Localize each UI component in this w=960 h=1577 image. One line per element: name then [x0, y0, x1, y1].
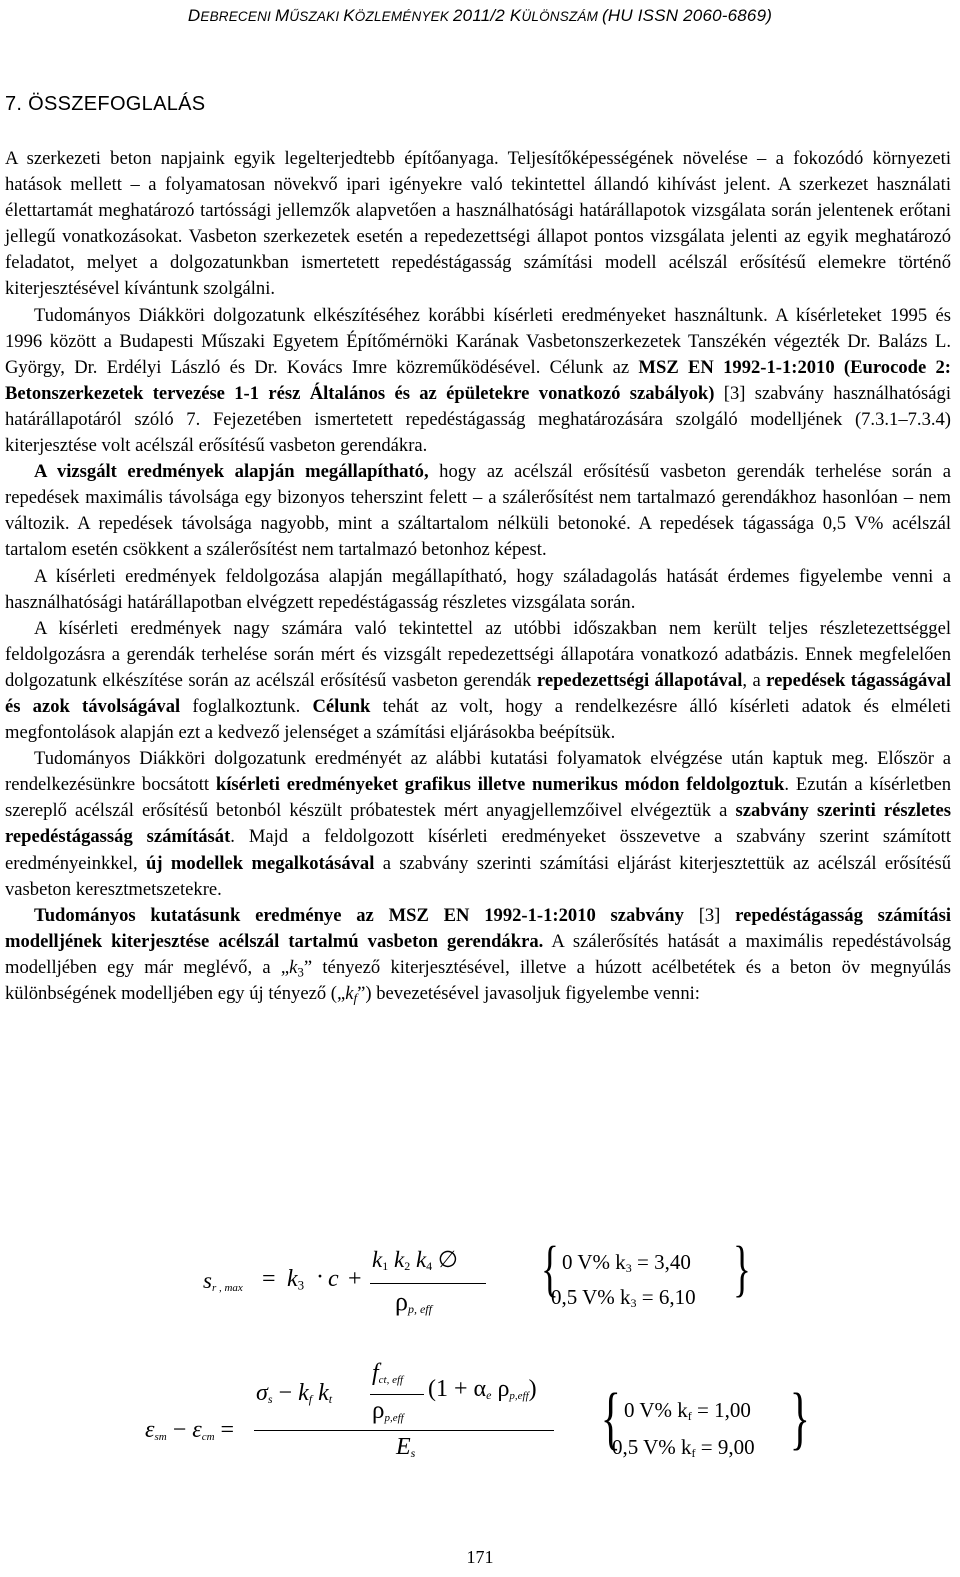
bold-text: kísérleti eredményeket grafikus illetve numerikus módon feldolgoztuk	[215, 774, 785, 796]
paragraph-text: Tudományos Diákköri dolgozatunk eredményét az alábbi kutatási folyamatok elvégzése után kaptuk meg. Először a rendelkezésünkre bocsátott	[5, 748, 951, 796]
math-symbol: ε	[145, 1417, 155, 1443]
math-operator: =	[262, 1266, 276, 1292]
math-symbol: k	[372, 1247, 383, 1272]
bold-text: repedéstágasság számítási modelljének kiterjesztése acélszál tartalmú vasbeton gerendákra.	[5, 904, 951, 952]
inner-fraction-bar	[370, 1394, 424, 1395]
math-symbol: k	[318, 1380, 329, 1406]
math-symbol: ρ	[395, 1287, 408, 1316]
paragraph	[5, 564, 951, 616]
eq1-numerator	[372, 1247, 458, 1273]
case-value: = 9,00	[695, 1435, 755, 1459]
math-symbol: f	[372, 1360, 379, 1386]
math-symbol: k	[345, 983, 354, 1004]
math-subscript: s	[410, 1446, 416, 1460]
math-subscript: f	[687, 1409, 692, 1423]
paragraph-text: A szerkezeti beton napjaink egyik legelterjedtebb építőanyaga. Teljesítőképességének növelése – a fokozódó környezeti hatások mellett – a folyamatosan növekvő ipari igényekre való tekintettel állandó kihívást jelent. A szerkezet használati élettartamát meghatározó tartóssági jellemzők alapvetően a használhatósági határállapotok vizsgálata során jelentenek erőtani jellegű vonatkozásokat. Vasbeton szerkezetek esetén a repedezettségi állapot pontos vizsgálata jelenti az egyik meghatározó feladatot, melyet a dolgozatunkban ismertetett repedéstágasság számítási modell acélszál erősítésű elemekre történő kiterjesztésével kívántunk szolgálni.	[5, 148, 951, 300]
paragraph-text: [3] szabvány használhatósági határállapotáról szóló 7. Fejezetében ismertetett repedéstágasság meghatározására szolgáló modelljének (7.3.1–7.3.4) kiterjesztése volt acélszál erősítésű vasbeton gerendákra.	[5, 382, 951, 457]
math-expression: )	[528, 1376, 537, 1402]
case-value: = 1,00	[691, 1398, 751, 1422]
math-subscript: f	[308, 1392, 313, 1406]
math-subscript: 4	[426, 1259, 433, 1273]
math-expression: (1 + α	[428, 1376, 487, 1402]
paragraph-text: , a	[742, 669, 767, 691]
math-operator: =	[220, 1417, 235, 1443]
paragraph-text: ”) bevezetésével javasoljuk figyelembe venni:	[357, 983, 700, 1004]
math-symbol: ρ	[491, 1376, 510, 1402]
eq2-paren-term	[428, 1376, 537, 1403]
header-text: K	[343, 6, 355, 25]
eq2-inner-numerator	[372, 1360, 403, 1387]
paragraph-text: A kísérleti eredmények nagy számára való tekintettel az utóbbi időszakban nem került teljes részletezettséggel feldolgozásra a gerendák terhelése során mért és vizsgált repedezettségi állapotára vonatkozó adatbázis. Ennek megfelelően dolgozatunk elkészítése során az acélszál erősítésű vasbeton gerendák	[5, 617, 951, 691]
paragraph-text: hogy az acélszál erősítésű vasbeton gerendák terhelése során a repedések maximális távolsága egy bizonyos teherszint felett – a szálerősítést nem tartalmazó gerendákhoz hasonlóan – nem változik. A repedések távolsága nagyobb, mint a száltartalom nélküli betonoké. A repedések tágassága 0,5 V% acélszál tartalom esetén csökkent a szálerősítést nem tartalmazó betonhoz képest.	[5, 461, 951, 561]
fraction-bar	[370, 1283, 486, 1284]
math-subscript: t	[328, 1392, 333, 1406]
paragraph-text: tehát az volt, hogy a rendelkezésre álló kísérleti adatok és elméleti megfontolások alapján ezt a kedvező jelenséget a számítási eljárásokba beépítsük.	[5, 695, 952, 744]
math-subscript: 2	[404, 1259, 411, 1273]
math-subscript: p, eff	[407, 1302, 432, 1316]
bold-text: repedések tágasságával és azok távolságával	[5, 669, 952, 717]
bold-text: új modellek megalkotásával	[146, 852, 375, 874]
left-brace: {	[540, 1235, 559, 1303]
math-symbol: k	[393, 1247, 405, 1272]
body-text	[5, 146, 951, 1007]
header-text: M	[274, 6, 290, 25]
paragraph-text: . Majd a feldolgozott kísérleti eredményeket összevetve a szabvány szerint számított eredményeinkkel,	[5, 826, 951, 874]
math-symbol: k	[289, 956, 298, 978]
math-symbol: ρ	[372, 1397, 385, 1424]
math-subscript: e	[486, 1388, 492, 1402]
paragraph-text: . Ezután a kísérletben szereplő acélszál erősítésű betonból készült próbatestek mért anyagjellemzőivel elvégeztük a	[5, 774, 951, 822]
math-operator: ·	[316, 1264, 324, 1290]
math-symbol: s	[203, 1268, 212, 1293]
paragraph-text: [3]	[683, 904, 736, 926]
math-subscript: 3	[297, 1277, 305, 1293]
paragraph	[5, 903, 951, 1007]
math-subscript: s	[267, 1392, 273, 1406]
eq1-k3	[287, 1266, 304, 1293]
header-text: EBRECENI	[200, 9, 275, 24]
math-operator: −	[278, 1380, 293, 1406]
bold-text: MSZ EN 1992-1-1:2010 (Eurocode 2: Betonszerkezetek tervezése 1-1 rész Általános és az épületekre vonatkozó szabályok)	[5, 356, 952, 404]
case-text: 0 V% k	[562, 1250, 626, 1274]
eq1-case2	[551, 1285, 696, 1310]
eq2-lhs	[145, 1417, 234, 1444]
left-brace: {	[600, 1380, 621, 1457]
page-number: 171	[466, 1547, 494, 1567]
eq2-inner-denominator	[372, 1397, 404, 1425]
case-text: 0,5 V% k	[551, 1285, 631, 1309]
paragraph-text: Tudományos Diákköri dolgozatunk elkészítéséhez korábbi kísérleti eredményeket használtunk. A kísérleteket 1995 és 1996 között a Budapesti Műszaki Egyetem Építőmérnöki Karának Vasbetonszerkezetek Tanszékén végezték Dr. Balázs L. György, Dr. Erdélyi László és Dr. Kovács Imre közreműködésével. Célunk az	[5, 304, 951, 378]
math-subscript: 3	[297, 964, 304, 980]
bold-text: Célunk	[312, 695, 371, 717]
eq1-denominator	[395, 1287, 432, 1317]
bold-text: Tudományos kutatásunk eredménye az MSZ EN 1992-1-1:2010 szabvány	[34, 904, 684, 926]
header-text: 2011/2	[453, 6, 510, 25]
paragraph-text: ” tényező kiterjesztésével, illetve a húzott acélbetétek és a beton öv megnyúlás különbségének modelljében egy új tényező („	[5, 956, 951, 1004]
math-subscript: p,eff	[509, 1389, 529, 1402]
case-text: 0,5 V% k	[612, 1435, 692, 1459]
eq2-case2	[612, 1435, 755, 1460]
header-text: ÜLÖNSZÁM	[521, 9, 602, 24]
math-operator: −	[172, 1417, 187, 1443]
math-symbol: E	[396, 1434, 411, 1460]
math-symbol: ε	[192, 1417, 202, 1443]
math-subscript: 1	[382, 1259, 389, 1273]
right-brace: }	[789, 1380, 810, 1457]
math-operator: +	[348, 1266, 362, 1292]
paragraph-text: A szálerősítés hatását a maximális repedéstávolság modelljében egy már meglévő, a „	[5, 930, 951, 978]
math-subscript: cm	[201, 1430, 215, 1443]
paragraph-text: A kísérleti eredmények feldolgozása alapján megállapítható, hogy száladagolás hatását érdemes figyelembe venni a használhatósági határállapotban elvégzett repedéstágasság részletes vizsgálata során.	[5, 565, 951, 613]
paragraph	[5, 616, 951, 746]
math-symbol: σ	[256, 1380, 268, 1406]
math-symbol: c	[328, 1266, 339, 1292]
eq2-case1	[624, 1398, 751, 1423]
bold-text: repedezettségi állapotával	[536, 669, 743, 691]
eq2-numerator-left	[256, 1380, 332, 1407]
math-subscript: sm	[154, 1430, 167, 1443]
header-text: ŰSZAKI	[289, 9, 344, 24]
running-header	[0, 6, 960, 26]
paragraph-text: foglalkoztunk.	[180, 695, 313, 717]
header-text: (HU ISSN 2060-6869)	[602, 6, 773, 25]
eq1-case1	[562, 1250, 691, 1275]
bold-text: A vizsgált eredmények alapján megállapítható,	[34, 461, 429, 483]
math-symbol: k	[415, 1247, 427, 1272]
math-subscript: f	[691, 1446, 696, 1460]
paragraph-text: a szabvány szerinti számítási eljárást kiterjesztettük az acélszál erősítésű vasbeton keresztmetszetekre.	[5, 852, 951, 900]
header-text: ÖZLEMÉNYEK	[354, 9, 454, 24]
paragraph	[5, 459, 951, 563]
header-text: D	[187, 6, 201, 25]
main-fraction-bar	[254, 1430, 554, 1431]
case-value: = 6,10	[636, 1285, 696, 1309]
paragraph	[5, 746, 951, 903]
header-text: K	[509, 6, 522, 25]
math-subscript: f	[353, 990, 358, 1006]
eq2-denominator	[396, 1434, 415, 1461]
case-text: 0 V% k	[624, 1398, 688, 1422]
eq1-lhs	[203, 1268, 243, 1294]
math-subscript: 3	[630, 1296, 637, 1310]
right-brace: }	[732, 1235, 751, 1303]
math-symbol: k	[287, 1266, 298, 1292]
math-subscript: ct, eff	[378, 1373, 404, 1386]
section-title: 7. ÖSSZEFOGLALÁS	[5, 93, 206, 115]
case-value: = 3,40	[631, 1250, 691, 1274]
math-symbol: k	[298, 1380, 309, 1406]
diameter-symbol: ∅	[437, 1247, 458, 1272]
paragraph	[5, 303, 951, 460]
paragraph	[5, 146, 951, 303]
math-subscript: r , max	[211, 1281, 243, 1294]
math-subscript: p,eff	[384, 1411, 404, 1424]
math-subscript: 3	[625, 1261, 632, 1275]
bold-text: szabvány szerinti részletes repedéstágasság számítását	[5, 800, 951, 848]
